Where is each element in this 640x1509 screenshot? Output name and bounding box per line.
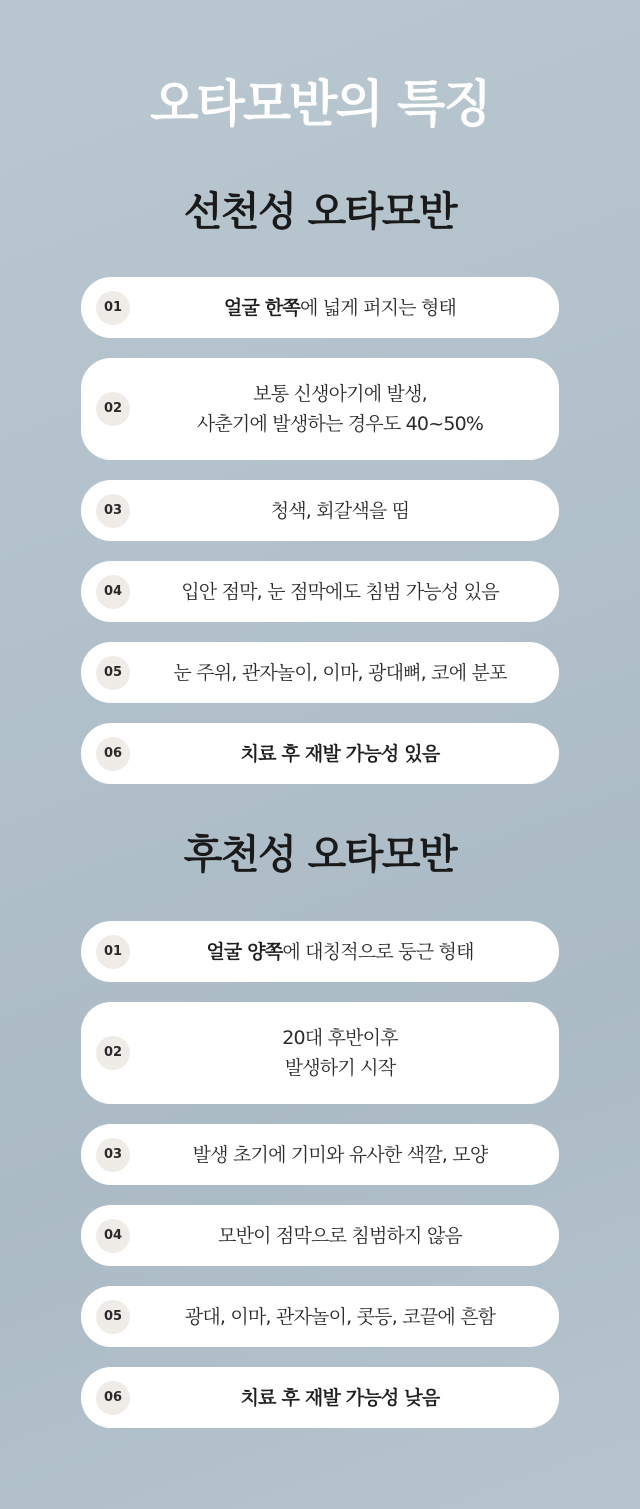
feature-text-wrap bbox=[141, 1367, 539, 1428]
number-badge: 02 bbox=[96, 392, 130, 426]
feature-text bbox=[141, 277, 539, 338]
feature-text: 입안 점막, 눈 점막에도 침범 가능성 있음 bbox=[181, 580, 499, 603]
number-badge: 04 bbox=[96, 1219, 130, 1253]
feature-text-wrap bbox=[141, 723, 539, 784]
feature-text: 청색, 회갈색을 띰 bbox=[270, 499, 410, 522]
feature-text: 발생 초기에 기미와 유사한 색깔, 모양 bbox=[192, 1143, 488, 1166]
number-badge: 05 bbox=[96, 656, 130, 690]
number-badge: 03 bbox=[96, 1138, 130, 1172]
feature-text-rest: 에 넓게 퍼지는 형태 bbox=[299, 296, 457, 319]
feature-text-bold: 얼굴 양쪽 bbox=[206, 940, 283, 963]
feature-card bbox=[81, 1002, 559, 1104]
feature-text: 치료 후 재발 가능성 낮음 bbox=[240, 1386, 440, 1409]
feature-card bbox=[81, 1124, 559, 1185]
feature-text-line1: 보통 신생아기에 발생, bbox=[253, 383, 427, 405]
number-badge: 01 bbox=[96, 291, 130, 325]
number-badge: 01 bbox=[96, 935, 130, 969]
feature-text-line1: 20대 후반이후 bbox=[282, 1027, 398, 1049]
number-badge: 06 bbox=[96, 1381, 130, 1415]
feature-text: 모반이 점막으로 침범하지 않음 bbox=[218, 1224, 462, 1247]
feature-text bbox=[141, 1002, 539, 1104]
feature-card bbox=[81, 358, 559, 460]
feature-card bbox=[81, 921, 559, 982]
feature-text: 눈 주위, 관자놀이, 이마, 광대뼈, 코에 분포 bbox=[173, 661, 507, 684]
feature-text-line2: 사춘기에 발생하는 경우도 40~50% bbox=[196, 413, 484, 435]
feature-text-line2: 발생하기 시작 bbox=[284, 1057, 396, 1079]
feature-text: 광대, 이마, 관자놀이, 콧등, 코끝에 흔함 bbox=[184, 1305, 496, 1328]
feature-text-rest: 에 대칭적으로 둥근 형태 bbox=[282, 940, 474, 963]
feature-card bbox=[81, 723, 559, 784]
feature-text: 치료 후 재발 가능성 있음 bbox=[240, 742, 440, 765]
feature-card bbox=[81, 480, 559, 541]
number-badge: 05 bbox=[96, 1300, 130, 1334]
number-badge: 02 bbox=[96, 1036, 130, 1070]
feature-card bbox=[81, 277, 559, 338]
page-title: 오타모반의 특징 bbox=[150, 75, 490, 133]
section-title-congenital: 선천성 오타모반 bbox=[183, 189, 457, 235]
feature-text-bold: 얼굴 한쪽 bbox=[223, 296, 300, 319]
feature-card bbox=[81, 642, 559, 703]
feature-text bbox=[141, 358, 539, 460]
section-title-acquired: 후천성 오타모반 bbox=[183, 832, 457, 878]
feature-card bbox=[81, 1367, 559, 1428]
feature-card bbox=[81, 561, 559, 622]
number-badge: 03 bbox=[96, 494, 130, 528]
feature-text bbox=[141, 921, 539, 982]
feature-card bbox=[81, 1205, 559, 1266]
number-badge: 04 bbox=[96, 575, 130, 609]
feature-card bbox=[81, 1286, 559, 1347]
number-badge: 06 bbox=[96, 737, 130, 771]
